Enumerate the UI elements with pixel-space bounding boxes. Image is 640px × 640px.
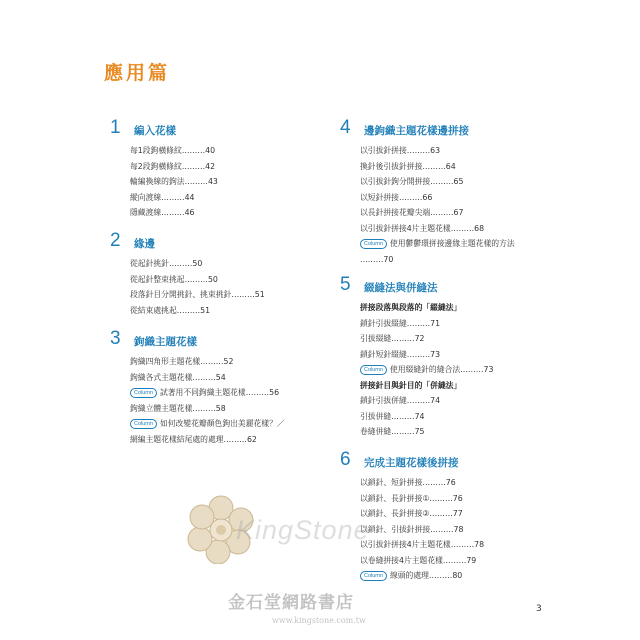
toc-entry-text: 以鎖針、短針拼接………76: [360, 478, 456, 487]
toc-entry: [360, 143, 515, 159]
section-title: 鉤織主題花樣: [134, 336, 197, 348]
toc-entry-text: 以卷縫拼接4片主題花樣………79: [360, 555, 477, 565]
toc-entry: [360, 475, 484, 491]
toc-entry: [360, 159, 515, 175]
toc-entry-text: 鎖針引拔併縫………74: [360, 396, 441, 405]
toc-entry-text: 網編主題花樣結尾處的處理………62: [130, 434, 257, 444]
toc-entry: [360, 347, 493, 363]
watermark-text: 金石堂網路書店: [228, 593, 354, 613]
toc-entry-text: 從起針整束挑起………50: [130, 274, 218, 284]
toc-entry-text: 以鎖針、引拔針拼接………78: [360, 524, 464, 534]
toc-entry: [360, 553, 484, 569]
section-number: 2: [110, 230, 121, 251]
toc-item-list: [130, 256, 265, 318]
toc-entry-text: 換針後引拔針拼接………64: [360, 161, 456, 171]
toc-entry: [360, 174, 515, 190]
toc-item-list: [360, 143, 515, 267]
toc-entry: [360, 506, 484, 522]
toc-entry-text: 以引拔針拼接4片主題花樣………68: [360, 223, 485, 233]
toc-item-list: [360, 300, 493, 440]
toc-entry: [360, 221, 515, 237]
toc-entry: [130, 272, 265, 288]
toc-entry: [130, 385, 285, 401]
section-number: 4: [340, 117, 351, 138]
column-badge: Column: [360, 239, 387, 249]
toc-entry: [360, 522, 484, 538]
toc-entry: [360, 393, 493, 409]
section-title: 邊鉤織主題花樣邊拼接: [364, 125, 469, 137]
toc-entry: [360, 190, 515, 206]
toc-entry: [360, 424, 493, 440]
toc-entry: [360, 409, 493, 425]
toc-entry-text: ………70: [360, 254, 394, 264]
section-title: 緣邊: [134, 238, 155, 250]
toc-entry-text: 鉤織四角形主題花樣………52: [130, 357, 234, 366]
toc-entry: [130, 159, 218, 175]
toc-entry-text: 鉤織各式主題花樣………54: [130, 372, 226, 382]
section-title: 編入花樣: [134, 125, 176, 137]
toc-entry: [360, 568, 484, 584]
toc-entry-text: 拼接段落與段落的「綴縫法」: [360, 303, 462, 312]
toc-entry-text: 以引拔針鉤分開拼接………65: [360, 177, 464, 186]
toc-entry-text: 引拔併縫………74: [360, 411, 425, 421]
toc-entry-text: 輪編換線的鉤法………43: [130, 177, 218, 186]
section-number: 1: [110, 117, 121, 138]
toc-entry-text: 從結束處挑起………51: [130, 305, 211, 315]
section-title: 完成主題花樣後拼接: [364, 457, 459, 469]
section-title: 綴縫法與併縫法: [364, 282, 438, 294]
toc-entry-text: 縱向渡線………44: [130, 192, 195, 202]
toc-item-list: [130, 143, 218, 221]
toc-entry-text: 拼接針目與針目的「併縫法」: [360, 380, 462, 390]
toc-entry-text: 以引拔針拼接4片主題花樣………78: [360, 540, 485, 549]
column-badge: Column: [130, 419, 157, 429]
toc-entry-text: 鎖針短針綴縫………73: [360, 349, 441, 359]
toc-subheading: [360, 300, 493, 316]
toc-entry: [130, 416, 285, 432]
toc-entry: [130, 370, 285, 386]
toc-entry: [130, 190, 218, 206]
column-badge: Column: [360, 365, 387, 375]
toc-entry-text: 每2段鉤橫條紋………42: [130, 161, 216, 171]
section-number: 5: [340, 274, 351, 295]
page-title: 應用篇: [104, 62, 171, 84]
toc-entry-text: 隱藏渡線………46: [130, 208, 195, 217]
toc-entry-text: 鎖針引拔綴縫………71: [360, 318, 441, 328]
toc-entry: [130, 143, 218, 159]
toc-entry-text: 使用鬱鬱環拼接邊緣主題花樣的方法: [389, 239, 515, 248]
toc-entry: [130, 354, 285, 370]
toc-entry: [360, 537, 484, 553]
section-number: 6: [340, 449, 351, 470]
column-badge: Column: [130, 388, 157, 398]
toc-entry: [360, 491, 484, 507]
watermark-url: www.kingstone.com.tw: [272, 616, 366, 625]
section-number: 3: [110, 328, 121, 349]
toc-entry: [130, 432, 285, 448]
toc-entry-text: 引拔綴縫………72: [360, 334, 425, 343]
toc-entry-text: 卷縫併縫………75: [360, 427, 425, 436]
toc-entry-text: 以引拔針拼接………63: [360, 146, 441, 155]
toc-entry: [360, 331, 493, 347]
toc-entry-text: 每1段鉤橫條紋………40: [130, 146, 216, 155]
toc-entry-text: 段落針目分開挑針、挑束挑針………51: [130, 290, 265, 299]
toc-entry-text: 試著用不同鉤織主題花樣………56: [159, 388, 280, 397]
toc-entry: [130, 174, 218, 190]
toc-entry: [360, 236, 515, 252]
toc-entry-text: 從起針挑針………50: [130, 259, 203, 268]
toc-item-list: [360, 475, 484, 584]
toc-entry: [360, 252, 515, 268]
toc-entry-text: 使用綴縫針的縫合法………73: [389, 365, 494, 374]
toc-entry: [360, 316, 493, 332]
toc-entry-text: 以長針拼接花瓣尖端………67: [360, 208, 464, 217]
toc-entry: [360, 362, 493, 378]
toc-item-list: [130, 354, 285, 447]
toc-entry-text: 以鎖針、長針拼接①………76: [360, 493, 463, 503]
toc-entry-text: 以短針拼接………66: [360, 192, 433, 202]
toc-entry-text: 以鎖針、長針拼接②………77: [360, 509, 463, 518]
toc-subheading: [360, 378, 493, 394]
toc-entry-text: 如何改變花瓣顏色鉤出美麗花樣？／: [159, 419, 285, 428]
toc-entry: [130, 287, 265, 303]
watermark-logo: KingStone: [236, 515, 370, 545]
toc-entry: [130, 401, 285, 417]
toc-entry: [130, 303, 265, 319]
toc-entry: [360, 205, 515, 221]
toc-entry-text: 線頭的處理………80: [389, 571, 463, 580]
page-number: 3: [536, 604, 542, 614]
column-badge: Column: [360, 571, 387, 581]
toc-entry-text: 鉤織立體主題花樣………58: [130, 403, 226, 413]
toc-entry: [130, 205, 218, 221]
toc-entry: [130, 256, 265, 272]
